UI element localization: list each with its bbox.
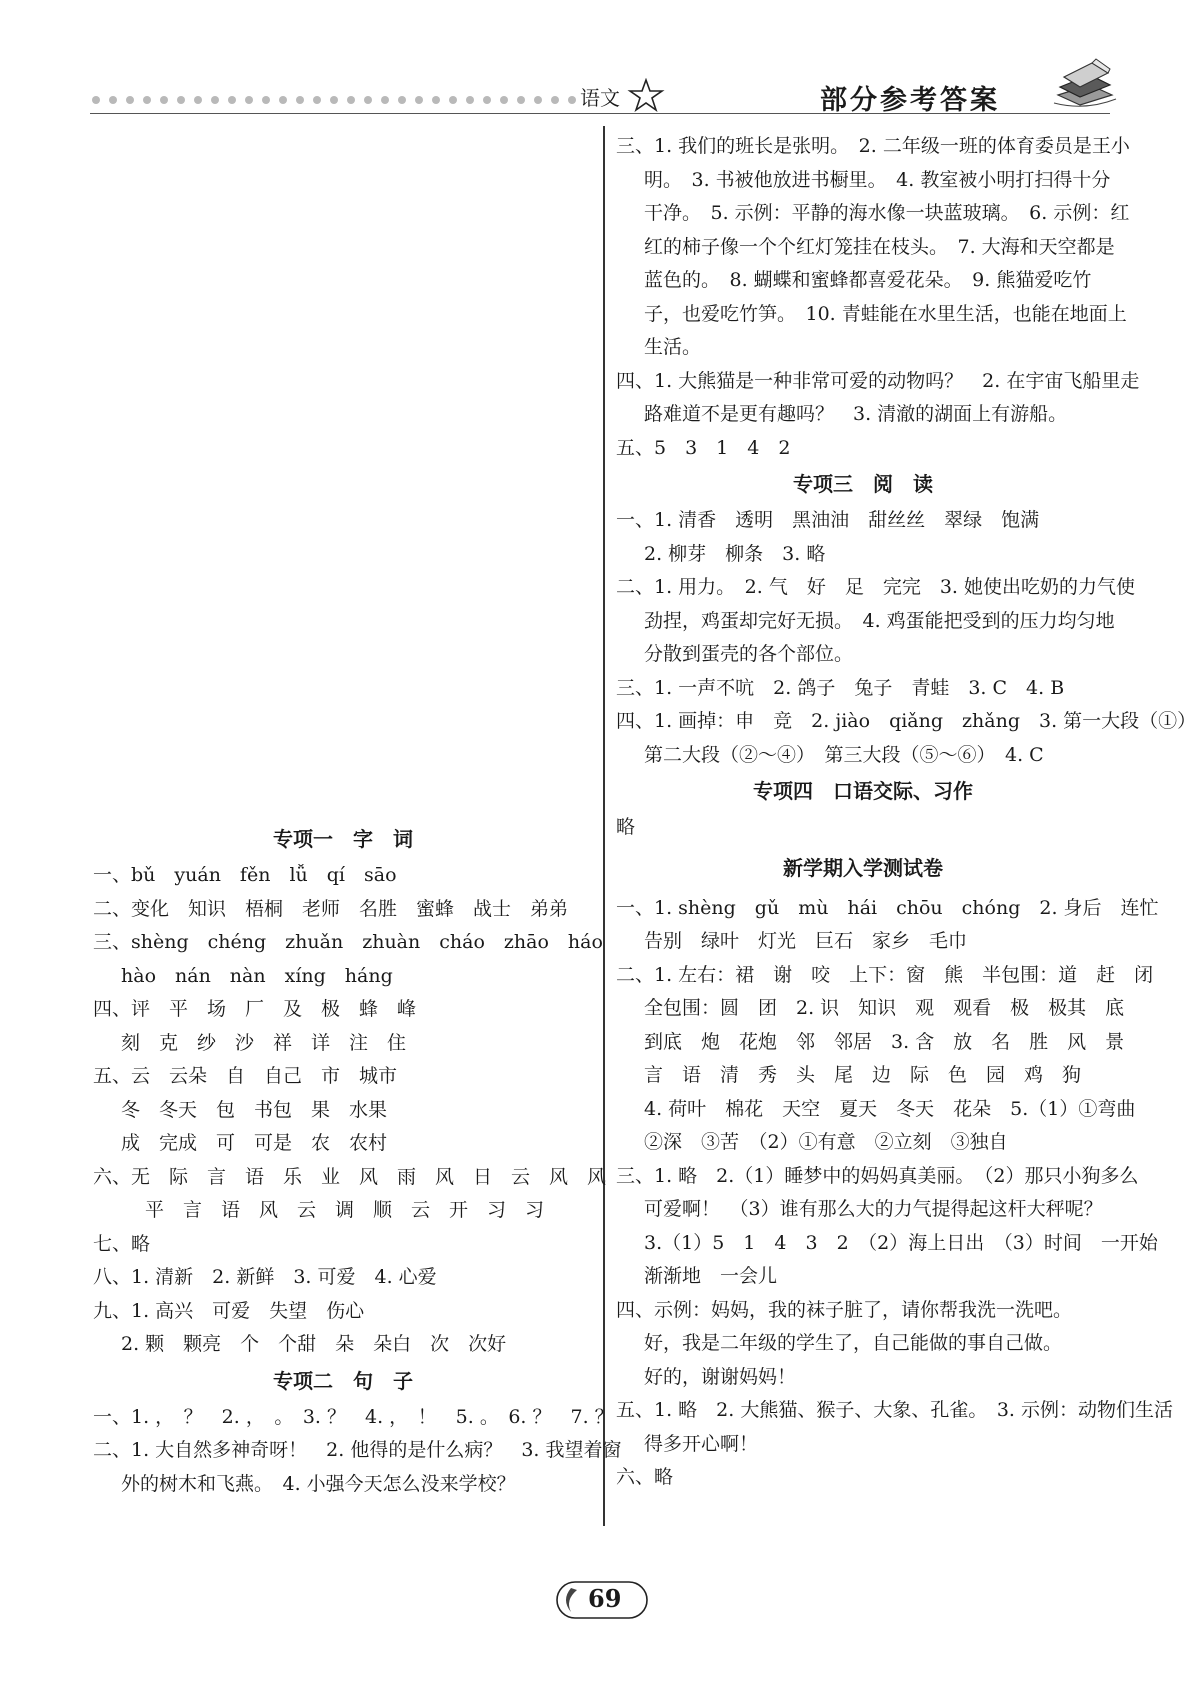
page-header bbox=[0, 0, 1200, 125]
answer-line: 三、1. 一声不吭 2. 鸽子 兔子 青蛙 3. C 4. B bbox=[616, 676, 1065, 699]
answer-line: 路难道不是更有趣吗？ 3. 清澈的湖面上有游船。 bbox=[644, 403, 1068, 425]
answer-line: 四、1. 画掉：申 竞 2. jiào qiǎng zhǎng 3. 第一大段（①） bbox=[616, 710, 1197, 732]
answer-line: 八、1. 清新 2. 新鲜 3. 可爱 4. 心爱 bbox=[93, 1266, 437, 1288]
section-title-zx3: 专项三 阅 读 bbox=[793, 472, 933, 496]
answer-line: 三、1. 略 2.（1）睡梦中的妈妈真美丽。 （2）那只小狗多么 bbox=[616, 1164, 1139, 1187]
answer-line: 明。 3. 书被他放进书橱里。 4. 教室被小明打扫得十分 bbox=[644, 168, 1111, 191]
answer-line: 外的树木和飞燕。 4. 小强今天怎么没来学校？ bbox=[121, 1472, 516, 1495]
answer-line: 生活。 bbox=[644, 336, 702, 358]
page-number: 69 bbox=[588, 1584, 622, 1613]
section-title-zx2: 专项二 句 子 bbox=[273, 1368, 413, 1393]
answer-line: 平 言 语 风 云 调 顺 云 开 习 习 bbox=[145, 1199, 545, 1221]
star-outline-icon bbox=[627, 78, 665, 112]
answer-line: 干净。 5. 示例：平静的海水像一块蓝玻璃。 6. 示例：红 bbox=[644, 202, 1130, 224]
answer-line: 可爱啊！ （3）谁有那么大的力气提得起这杆大秤呢？ bbox=[644, 1198, 1103, 1220]
answer-line: 四、示例：妈妈，我的袜子脏了，请你帮我洗一洗吧。 bbox=[616, 1298, 1073, 1321]
answer-line: hào nán nàn xíng háng bbox=[121, 964, 393, 987]
answer-line: 五、云 云朵 自 自己 市 城市 bbox=[93, 1065, 398, 1087]
answer-line: 四、1. 大熊猫是一种非常可爱的动物吗？ 2. 在宇宙飞船里走 bbox=[616, 369, 1140, 392]
answer-line: 第二大段（②～④） 第三大段（⑤～⑥） 4. C bbox=[644, 743, 1044, 766]
answer-line: 4. 荷叶 棉花 天空 夏天 冬天 花朵 5.（1）①弯曲 bbox=[644, 1097, 1136, 1120]
answer-line: 好，我是二年级的学生了，自己能做的事自己做。 bbox=[644, 1332, 1063, 1354]
answer-line: 劲捏，鸡蛋却完好无损。 4. 鸡蛋能把受到的压力均匀地 bbox=[644, 609, 1115, 632]
answer-line: 三、shèng chéng zhuǎn zhuàn cháo zhāo háo bbox=[93, 931, 603, 953]
answer-line: 到底 炮 花炮 邻 邻居 3. 含 放 名 胜 风 景 bbox=[644, 1030, 1125, 1053]
left-column bbox=[93, 820, 622, 1501]
answer-line: 二、1. 左右：裙 谢 咬 上下：窗 熊 半包围：道 赶 闭 bbox=[616, 963, 1154, 986]
section-title-zx4: 专项四 口语交际、习作 bbox=[753, 779, 973, 803]
answer-line: 分散到蛋壳的各个部位。 bbox=[644, 643, 854, 665]
dotted-rule bbox=[92, 93, 592, 107]
answer-line: 五、1. 略 2. 大熊猫、猴子、大象、孔雀。 3. 示例：动物们生活 bbox=[616, 1399, 1174, 1421]
answer-line: 渐渐地 一会儿 bbox=[644, 1265, 778, 1287]
answer-line: 三、1. 我们的班长是张明。 2. 二年级一班的体育委员是王小 bbox=[616, 135, 1130, 157]
answer-line: 成 完成 可 可是 农 农村 bbox=[121, 1132, 388, 1154]
answer-line: 2. 柳芽 柳条 3. 略 bbox=[644, 542, 826, 565]
answer-line: 一、1. shèng gǔ mù hái chōu chóng 2. 身后 连忙 bbox=[616, 896, 1159, 919]
answer-line: 二、1. 用力。 2. 气 好 足 完完 3. 她使出吃奶的力气使 bbox=[616, 576, 1136, 598]
answer-line: 刻 克 纱 沙 祥 详 注 住 bbox=[121, 1031, 407, 1054]
answer-line: 言 语 清 秀 头 尾 边 际 色 园 鸡 狗 bbox=[644, 1064, 1082, 1086]
answer-line: 一、bǔ yuán fěn lǚ qí sāo bbox=[93, 864, 397, 886]
answer-line: 一、1. ， ？ 2. ， 。 3. ？ 4. ， ！ 5. 。 6. ？ 7. ？ bbox=[93, 1405, 614, 1428]
answer-line: 二、变化 知识 梧桐 老师 名胜 蜜蜂 战士 弟弟 bbox=[93, 897, 569, 920]
answer-line: 好的，谢谢妈妈！ bbox=[644, 1365, 797, 1388]
answer-line: 九、1. 高兴 可爱 失望 伤心 bbox=[93, 1299, 365, 1322]
answer-line: 一、1. 清香 透明 黑油油 甜丝丝 翠绿 饱满 bbox=[616, 509, 1040, 531]
answer-line: 四、评 平 场 厂 及 极 蜂 峰 bbox=[93, 998, 417, 1020]
answer-line: 七、略 bbox=[93, 1232, 151, 1255]
answer-line: 蓝色的。 8. 蝴蝶和蜜蜂都喜爱花朵。 9. 熊猫爱吃竹 bbox=[644, 269, 1092, 291]
answer-line: 2. 颗 颗亮 个 个甜 朵 朵白 次 次好 bbox=[121, 1333, 507, 1355]
subject-label: 语文 bbox=[580, 86, 620, 110]
answer-line: 冬 冬天 包 书包 果 水果 bbox=[121, 1098, 388, 1121]
answer-line: 红的柿子像一个个红灯笼挂在枝头。 7. 大海和天空都是 bbox=[644, 235, 1115, 258]
header-rule bbox=[90, 113, 1110, 114]
answer-line: ②深 ③苦 （2）①有意 ②立刻 ③独自 bbox=[644, 1131, 1008, 1153]
answer-line: 五、5 3 1 4 2 bbox=[616, 436, 791, 459]
column-divider bbox=[603, 126, 605, 1526]
answer-line: 3.（1）5 1 4 3 2 （2）海上日出 （3）时间 一开始 bbox=[644, 1231, 1158, 1254]
answer-line: 二、1. 大自然多神奇呀！ 2. 他得的是什么病？ 3. 我望着窗 bbox=[93, 1439, 622, 1461]
section-title-test: 新学期入学测试卷 bbox=[783, 855, 943, 880]
answer-line: 略 bbox=[616, 816, 636, 838]
answer-line: 告别 绿叶 灯光 巨石 家乡 毛巾 bbox=[644, 930, 968, 952]
answer-line: 六、无 际 言 语 乐 业 风 雨 风 日 云 风 风 bbox=[93, 1165, 607, 1188]
page-title: 部分参考答案 bbox=[820, 85, 1000, 116]
book-stack-icon bbox=[1050, 55, 1120, 110]
section-title-zx1: 专项一 字 词 bbox=[273, 827, 413, 851]
answer-line: 六、略 bbox=[616, 1466, 674, 1488]
right-column bbox=[616, 130, 1197, 1495]
answer-line: 全包围：圆 团 2. 识 知识 观 观看 极 极其 底 bbox=[644, 997, 1125, 1019]
answer-line: 得多开心啊！ bbox=[644, 1432, 759, 1455]
answer-line: 子，也爱吃竹笋。 10. 青蛙能在水里生活，也能在地面上 bbox=[644, 302, 1127, 325]
